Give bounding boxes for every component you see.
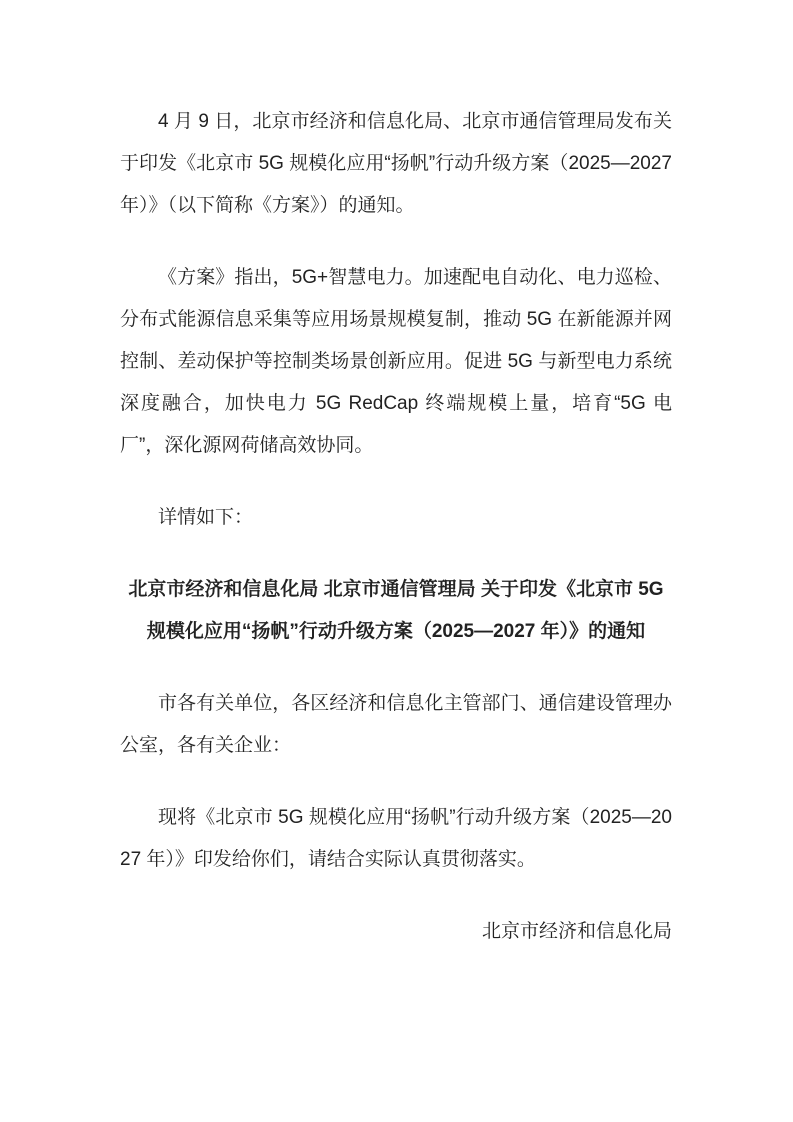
paragraph-plan-summary: 《方案》指出，5G+智慧电力。加速配电自动化、电力巡检、分布式能源信息采集等应用场景规模复制，推动 5G 在新能源并网控制、差动保护等控制类场景创新应用。促进 5G 与新型电力系统深度融合，加快电力 5G RedCap 终端规模上量，培育“5G 电厂”，深化源网荷储高效协同。	[120, 267, 672, 456]
paragraph-issuance-instruction: 现将《北京市 5G 规模化应用“扬帆”行动升级方案（2025—2027 年）》印发给你们，请结合实际认真贯彻落实。	[120, 807, 672, 870]
signature-issuer: 北京市经济和信息化局	[481, 921, 672, 942]
paragraph-details-label: 详情如下：	[158, 507, 254, 528]
paragraph-announcement-intro: 4 月 9 日，北京市经济和信息化局、北京市通信管理局发布关于印发《北京市 5G 规模化应用“扬帆”行动升级方案（2025—2027 年）》（以下简称《方案》）的通知。	[120, 111, 672, 216]
paragraph-addressees: 市各有关单位，各区经济和信息化主管部门、通信建设管理办公室，各有关企业：	[120, 693, 672, 756]
notice-title: 北京市经济和信息化局 北京市通信管理局 关于印发《北京市 5G 规模化应用“扬帆”行动升级方案（2025—2027 年）》的通知	[128, 579, 664, 642]
